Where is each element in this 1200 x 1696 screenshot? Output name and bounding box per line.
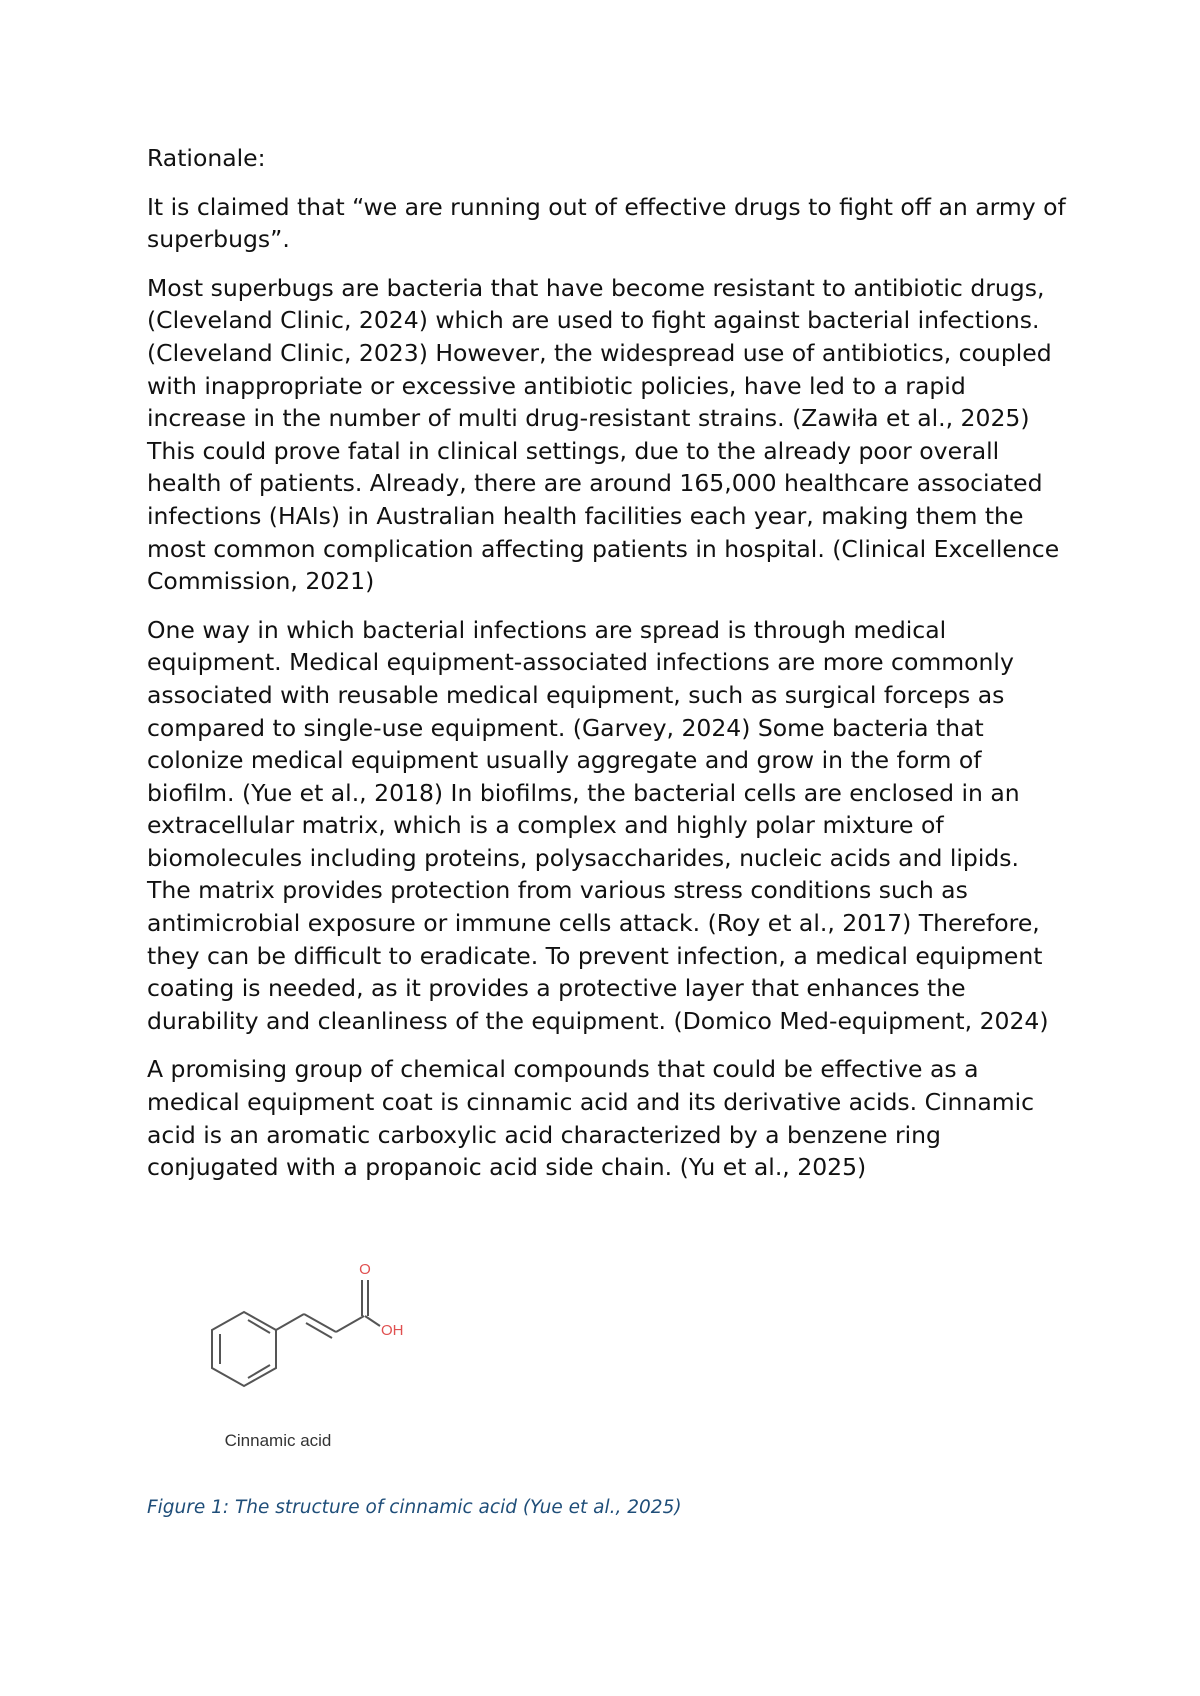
benzene-double-bond [248,1365,270,1378]
single-bond [336,1316,364,1332]
alkene-double-bond [304,1314,336,1332]
oxygen-label: O [359,1261,371,1278]
document-body [147,142,1067,1200]
molecule-bonds [212,1280,380,1386]
alkene-double-bond [306,1323,332,1338]
cinnamic-acid-structure-diagram [180,1250,420,1470]
paragraph-superbugs: Most superbugs are bacteria that have become resistant to antibiotic drugs, (Cleveland Clinic, 2024) which are used to fight against bacterial infections. (Cleveland Clinic, 2023) However, the widespread use of antibiotics, coupled with inappropriate or excessive antibiotic policies, have led to a rapid increase in the number of multi drug-resistant strains. (Zawiła et al., 2025) This could prove fatal in clinical settings, due to the already poor overall health of patients. Already, there are around 165,000 healthcare associated infections (HAIs) in Australian health facilities each year, making them the most common complication affecting patients in hospital. (Clinical Excellence Commission, 2021) [147,273,1060,596]
hydroxyl-bond [365,1316,380,1326]
benzene-ring [212,1312,276,1386]
single-bond [276,1314,304,1330]
hydroxyl-label: OH [381,1322,404,1339]
compound-label: Cinnamic acid [224,1431,332,1450]
figure-caption: Figure 1: The structure of cinnamic acid (Yue et al., 2025) [147,1497,682,1518]
section-heading: Rationale: [147,144,266,172]
benzene-double-bond [248,1320,270,1333]
paragraph-cinnamic-acid: A promising group of chemical compounds that could be effective as a medical equipment coat is cinnamic acid and its derivative acids. Cinnamic acid is an aromatic carboxylic acid characterized by a benzene ring conjugated with a propanoic acid side chain. (Yu et al., 2025) [147,1055,1035,1182]
paragraph-medical-equipment: One way in which bacterial infections are spread is through medical equipment. Medical equipment-associated infections are more commonly associated with reusable medical equipment, such as surgical forceps as compared to single-use equipment. (Garvey, 2024) Some bacteria that colonize medical equipment usually aggregate and grow in the form of biofilm. (Yue et al., 2018) In biofilms, the bacterial cells are enclosed in an extracellular matrix, which is a complex and highly polar mixture of biomolecules including proteins, polysaccharides, nucleic acids and lipids. The matrix provides protection from various stress conditions such as antimicrobial exposure or immune cells attack. (Roy et al., 2017) Therefore, they can be difficult to eradicate. To prevent infection, a medical equipment coating is needed, as it provides a protective layer that enhances the durability and cleanliness of the equipment. (Domico Med-equipment, 2024) [147,615,1049,1035]
paragraph-claim: It is claimed that “we are running out of effective drugs to fight off an army of superbugs”. [147,192,1066,254]
cinnamic-acid-structure-figure [180,1250,420,1470]
